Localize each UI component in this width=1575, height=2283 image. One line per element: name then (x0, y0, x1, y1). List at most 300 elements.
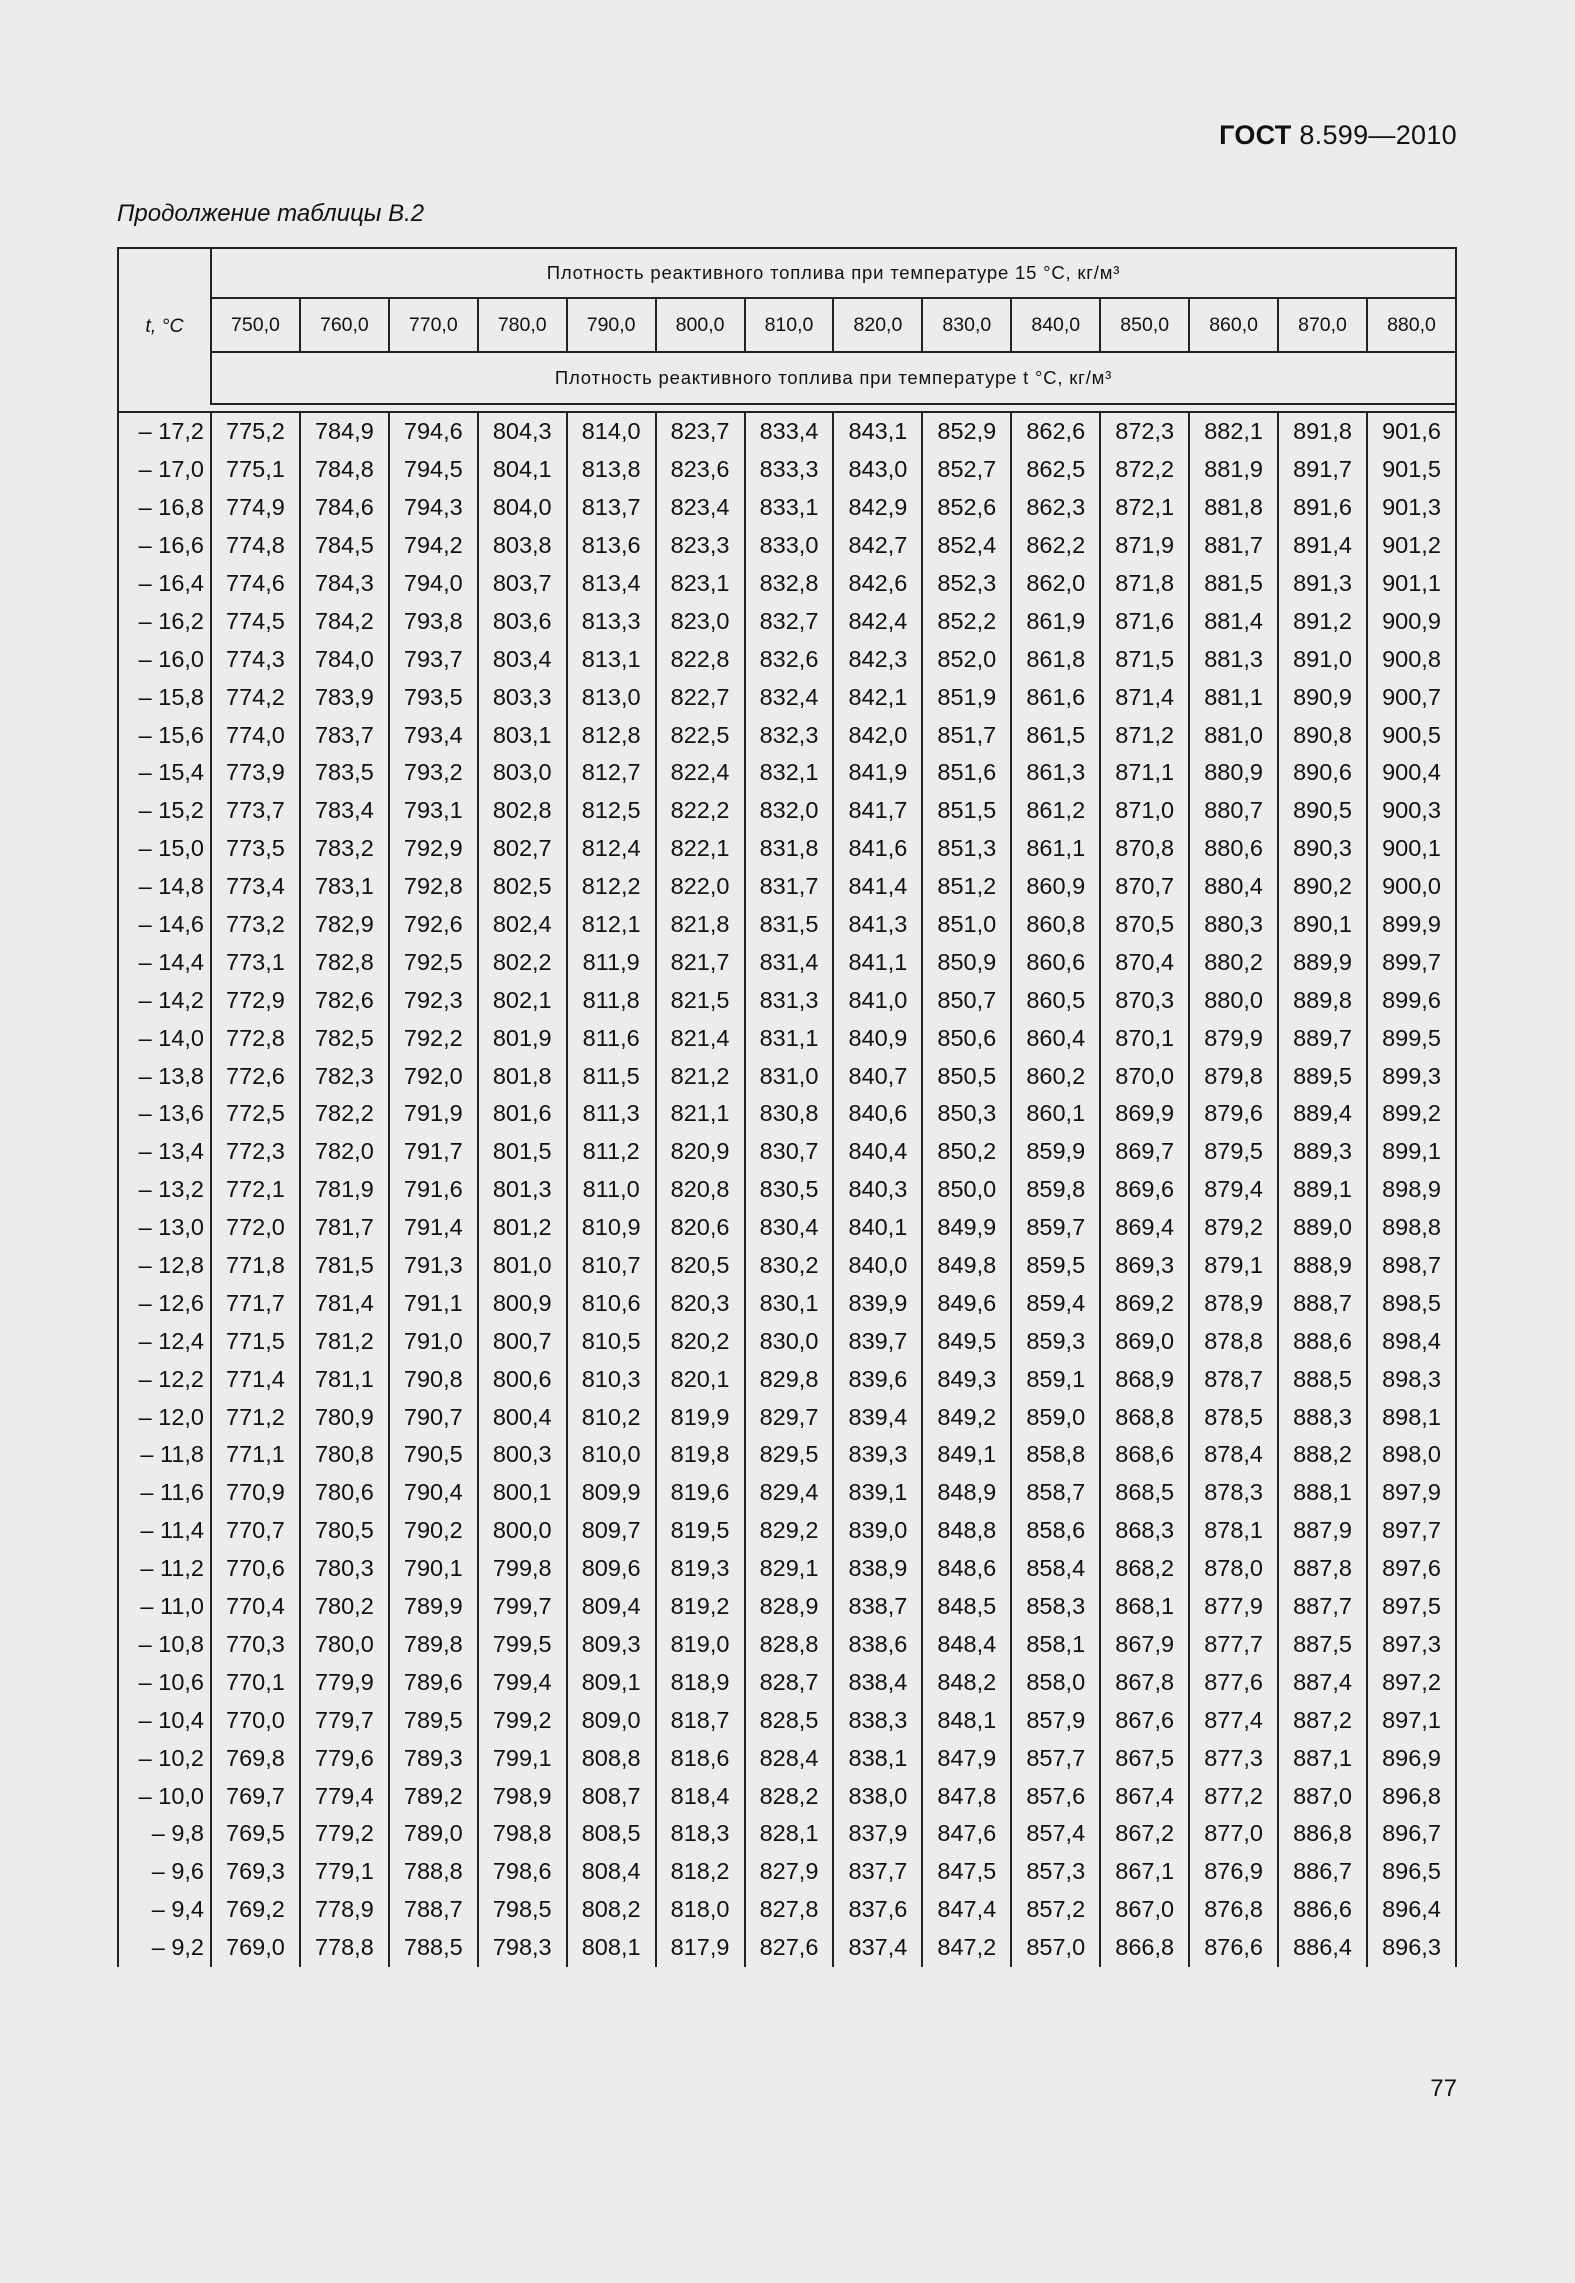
density-cell: 898,0 (1367, 1436, 1456, 1474)
density-cell: 848,1 (922, 1701, 1011, 1739)
density-cell: 782,8 (300, 943, 389, 981)
density-cell: 861,2 (1011, 792, 1100, 830)
density-cell: 819,8 (656, 1436, 745, 1474)
temperature-cell: – 13,6 (118, 1095, 211, 1133)
density-cell: 773,9 (211, 754, 300, 792)
density-cell: 841,1 (833, 943, 922, 981)
density-cell: 872,3 (1100, 412, 1189, 451)
density-cell: 822,5 (656, 716, 745, 754)
density-cell: 790,7 (389, 1398, 478, 1436)
density-cell: 891,3 (1278, 565, 1367, 603)
density-cell: 818,9 (656, 1663, 745, 1701)
density-cell: 858,1 (1011, 1626, 1100, 1664)
density-cell: 878,4 (1189, 1436, 1278, 1474)
density-cell: 880,2 (1189, 943, 1278, 981)
density-cell: 858,7 (1011, 1474, 1100, 1512)
table-row (118, 1171, 1456, 1209)
table-caption: Продолжение таблицы В.2 (117, 200, 425, 227)
density-cell: 827,6 (745, 1929, 834, 1967)
density-cell: 812,2 (567, 868, 656, 906)
density-cell: 800,0 (478, 1512, 567, 1550)
density-cell: 837,9 (833, 1815, 922, 1853)
table-row (118, 1929, 1456, 1967)
density-cell: 901,1 (1367, 565, 1456, 603)
temperature-cell: – 10,0 (118, 1777, 211, 1815)
density-cell: 833,1 (745, 489, 834, 527)
density-cell: 888,3 (1278, 1398, 1367, 1436)
density-cell: 842,0 (833, 716, 922, 754)
density-cell: 858,0 (1011, 1663, 1100, 1701)
density-cell: 820,2 (656, 1322, 745, 1360)
density-cell: 784,8 (300, 451, 389, 489)
temperature-cell: – 13,0 (118, 1209, 211, 1247)
density-cell: 803,1 (478, 716, 567, 754)
density-cell: 784,6 (300, 489, 389, 527)
density-cell: 819,3 (656, 1550, 745, 1588)
density-cell: 878,8 (1189, 1322, 1278, 1360)
density-cell: 889,3 (1278, 1133, 1367, 1171)
density-cell: 890,9 (1278, 678, 1367, 716)
density-cell: 799,7 (478, 1588, 567, 1626)
density-header-cell: 760,0 (300, 298, 389, 352)
density-cell: 870,5 (1100, 906, 1189, 944)
density-cell: 852,3 (922, 565, 1011, 603)
density-cell: 869,3 (1100, 1247, 1189, 1285)
table-row (118, 1474, 1456, 1512)
density-cell: 862,0 (1011, 565, 1100, 603)
density-cell: 827,8 (745, 1891, 834, 1929)
density-cell: 822,0 (656, 868, 745, 906)
density-cell: 803,4 (478, 640, 567, 678)
temperature-cell: – 13,4 (118, 1133, 211, 1171)
density-cell: 811,3 (567, 1095, 656, 1133)
density-cell: 779,4 (300, 1777, 389, 1815)
table-row (118, 1550, 1456, 1588)
density-cell: 896,5 (1367, 1853, 1456, 1891)
density-cell: 869,2 (1100, 1284, 1189, 1322)
density-cell: 837,6 (833, 1891, 922, 1929)
density-cell: 801,6 (478, 1095, 567, 1133)
temperature-cell: – 10,6 (118, 1663, 211, 1701)
density-cell: 838,1 (833, 1739, 922, 1777)
density-cell: 827,9 (745, 1853, 834, 1891)
density-cell: 800,1 (478, 1474, 567, 1512)
density-cell: 779,6 (300, 1739, 389, 1777)
density-cell: 810,3 (567, 1360, 656, 1398)
density-cell: 876,8 (1189, 1891, 1278, 1929)
density-cell: 847,2 (922, 1929, 1011, 1967)
density-cell: 889,7 (1278, 1019, 1367, 1057)
density-cell: 862,3 (1011, 489, 1100, 527)
density-cell: 857,4 (1011, 1815, 1100, 1853)
table-row (118, 792, 1456, 830)
density-cell: 791,9 (389, 1095, 478, 1133)
density-cell: 890,3 (1278, 830, 1367, 868)
density-cell: 810,7 (567, 1247, 656, 1285)
density-cell: 808,8 (567, 1739, 656, 1777)
density-cell: 832,0 (745, 792, 834, 830)
density-cell: 831,3 (745, 981, 834, 1019)
density-cell: 859,3 (1011, 1322, 1100, 1360)
density-cell: 802,8 (478, 792, 567, 830)
density-cell: 798,6 (478, 1853, 567, 1891)
density-cell: 770,3 (211, 1626, 300, 1664)
density-cell: 779,9 (300, 1663, 389, 1701)
density-cell: 820,3 (656, 1284, 745, 1322)
density-cell: 867,1 (1100, 1853, 1189, 1891)
density-cell: 810,2 (567, 1398, 656, 1436)
density-cell: 819,2 (656, 1588, 745, 1626)
density-cell: 857,0 (1011, 1929, 1100, 1967)
density-cell: 897,9 (1367, 1474, 1456, 1512)
density-cell: 773,2 (211, 906, 300, 944)
density-cell: 852,7 (922, 451, 1011, 489)
density-cell: 830,2 (745, 1247, 834, 1285)
density-cell: 851,2 (922, 868, 1011, 906)
temperature-cell: – 14,6 (118, 906, 211, 944)
density-cell: 832,7 (745, 602, 834, 640)
temperature-cell: – 13,2 (118, 1171, 211, 1209)
density-header-cell: 840,0 (1011, 298, 1100, 352)
density-cell: 823,4 (656, 489, 745, 527)
density-cell: 804,0 (478, 489, 567, 527)
density-cell: 818,3 (656, 1815, 745, 1853)
density-cell: 799,4 (478, 1663, 567, 1701)
density-cell: 887,0 (1278, 1777, 1367, 1815)
density-cell: 775,1 (211, 451, 300, 489)
density-cell: 783,4 (300, 792, 389, 830)
density-cell: 792,6 (389, 906, 478, 944)
density-cell: 898,9 (1367, 1171, 1456, 1209)
density-cell: 898,3 (1367, 1360, 1456, 1398)
temperature-cell: – 15,4 (118, 754, 211, 792)
density-cell: 791,7 (389, 1133, 478, 1171)
density-cell: 784,9 (300, 412, 389, 451)
density-cell: 801,9 (478, 1019, 567, 1057)
density-cell: 841,3 (833, 906, 922, 944)
density-cell: 891,2 (1278, 602, 1367, 640)
density-cell: 793,4 (389, 716, 478, 754)
density-header-cell: 810,0 (745, 298, 834, 352)
density-cell: 899,3 (1367, 1057, 1456, 1095)
density-cell: 772,9 (211, 981, 300, 1019)
density-cell: 851,5 (922, 792, 1011, 830)
density-cell: 857,3 (1011, 1853, 1100, 1891)
temperature-cell: – 11,8 (118, 1436, 211, 1474)
density-cell: 887,7 (1278, 1588, 1367, 1626)
table-row (118, 1057, 1456, 1095)
density-cell: 791,0 (389, 1322, 478, 1360)
density-cell: 896,9 (1367, 1739, 1456, 1777)
table-row (118, 906, 1456, 944)
density-cell: 823,0 (656, 602, 745, 640)
density-cell: 793,5 (389, 678, 478, 716)
density-cell: 830,7 (745, 1133, 834, 1171)
density-cell: 794,6 (389, 412, 478, 451)
density-cell: 896,8 (1367, 1777, 1456, 1815)
density-cell: 769,8 (211, 1739, 300, 1777)
density-cell: 802,2 (478, 943, 567, 981)
density-cell: 847,5 (922, 1853, 1011, 1891)
density-cell: 808,2 (567, 1891, 656, 1929)
density-cell: 851,6 (922, 754, 1011, 792)
density-cell: 890,5 (1278, 792, 1367, 830)
temperature-cell: – 16,2 (118, 602, 211, 640)
table-row (118, 489, 1456, 527)
density-cell: 779,1 (300, 1853, 389, 1891)
density-cell: 781,5 (300, 1247, 389, 1285)
top-header: Плотность реактивного топлива при температуре 15 °С, кг/м³ (211, 248, 1456, 298)
density-cell: 877,9 (1189, 1588, 1278, 1626)
density-cell: 822,4 (656, 754, 745, 792)
density-cell: 859,1 (1011, 1360, 1100, 1398)
density-cell: 871,9 (1100, 527, 1189, 565)
density-cell: 829,7 (745, 1398, 834, 1436)
density-cell: 810,6 (567, 1284, 656, 1322)
density-cell: 841,7 (833, 792, 922, 830)
density-cell: 830,0 (745, 1322, 834, 1360)
density-cell: 819,5 (656, 1512, 745, 1550)
density-cell: 841,6 (833, 830, 922, 868)
density-cell: 809,3 (567, 1626, 656, 1664)
table-row (118, 678, 1456, 716)
density-cell: 868,3 (1100, 1512, 1189, 1550)
density-cell: 850,9 (922, 943, 1011, 981)
density-cell: 861,9 (1011, 602, 1100, 640)
density-cell: 800,4 (478, 1398, 567, 1436)
density-cell: 833,0 (745, 527, 834, 565)
density-cell: 870,4 (1100, 943, 1189, 981)
density-cell: 879,1 (1189, 1247, 1278, 1285)
density-cell: 838,9 (833, 1550, 922, 1588)
density-cell: 782,5 (300, 1019, 389, 1057)
density-cell: 852,6 (922, 489, 1011, 527)
density-cell: 791,1 (389, 1284, 478, 1322)
density-cell: 813,6 (567, 527, 656, 565)
density-cell: 897,3 (1367, 1626, 1456, 1664)
density-cell: 772,3 (211, 1133, 300, 1171)
density-cell: 801,8 (478, 1057, 567, 1095)
density-cell: 809,7 (567, 1512, 656, 1550)
sub-header: Плотность реактивного топлива при температуре t °С, кг/м³ (211, 352, 1456, 404)
density-cell: 781,7 (300, 1209, 389, 1247)
density-cell: 901,5 (1367, 451, 1456, 489)
density-cell: 821,8 (656, 906, 745, 944)
density-cell: 857,9 (1011, 1701, 1100, 1739)
temperature-cell: – 14,4 (118, 943, 211, 981)
density-cell: 791,4 (389, 1209, 478, 1247)
temperature-cell: – 12,8 (118, 1247, 211, 1285)
table-row (118, 1436, 1456, 1474)
density-cell: 783,7 (300, 716, 389, 754)
density-cell: 793,1 (389, 792, 478, 830)
density-cell: 780,8 (300, 1436, 389, 1474)
density-cell: 811,0 (567, 1171, 656, 1209)
density-cell: 867,0 (1100, 1891, 1189, 1929)
density-cell: 868,1 (1100, 1588, 1189, 1626)
density-cell: 800,9 (478, 1284, 567, 1322)
density-cell: 879,8 (1189, 1057, 1278, 1095)
density-header-cell: 750,0 (211, 298, 300, 352)
density-cell: 772,0 (211, 1209, 300, 1247)
density-table-container (117, 247, 1457, 1967)
table-row (118, 830, 1456, 868)
density-cell: 897,5 (1367, 1588, 1456, 1626)
density-cell: 789,0 (389, 1815, 478, 1853)
table-row (118, 1284, 1456, 1322)
density-cell: 774,9 (211, 489, 300, 527)
density-cell: 809,9 (567, 1474, 656, 1512)
density-cell: 770,7 (211, 1512, 300, 1550)
density-cell: 879,9 (1189, 1019, 1278, 1057)
table-row (118, 1247, 1456, 1285)
standard-code: ГОСТ (1219, 120, 1292, 150)
density-cell: 814,0 (567, 412, 656, 451)
density-cell: 823,3 (656, 527, 745, 565)
density-cell: 850,2 (922, 1133, 1011, 1171)
density-cell: 879,4 (1189, 1171, 1278, 1209)
density-cell: 890,1 (1278, 906, 1367, 944)
density-cell: 790,2 (389, 1512, 478, 1550)
density-cell: 886,6 (1278, 1891, 1367, 1929)
density-cell: 899,1 (1367, 1133, 1456, 1171)
density-cell: 870,0 (1100, 1057, 1189, 1095)
density-cell: 851,3 (922, 830, 1011, 868)
density-cell: 770,1 (211, 1663, 300, 1701)
temperature-cell: – 13,8 (118, 1057, 211, 1095)
density-cell: 813,3 (567, 602, 656, 640)
density-cell: 812,7 (567, 754, 656, 792)
table-row (118, 1133, 1456, 1171)
density-cell: 859,4 (1011, 1284, 1100, 1322)
density-cell: 859,8 (1011, 1171, 1100, 1209)
density-cell: 774,0 (211, 716, 300, 754)
density-cell: 871,6 (1100, 602, 1189, 640)
temperature-column-header: t, °C (118, 248, 211, 404)
density-cell: 859,0 (1011, 1398, 1100, 1436)
density-cell: 769,2 (211, 1891, 300, 1929)
density-cell: 842,9 (833, 489, 922, 527)
density-cell: 860,9 (1011, 868, 1100, 906)
density-cell: 789,2 (389, 1777, 478, 1815)
density-cell: 838,7 (833, 1588, 922, 1626)
table-row (118, 1209, 1456, 1247)
temperature-cell: – 9,6 (118, 1853, 211, 1891)
density-cell: 878,3 (1189, 1474, 1278, 1512)
density-cell: 831,7 (745, 868, 834, 906)
density-cell: 847,4 (922, 1891, 1011, 1929)
density-cell: 818,6 (656, 1739, 745, 1777)
density-cell: 841,9 (833, 754, 922, 792)
density-cell: 850,3 (922, 1095, 1011, 1133)
density-cell: 772,1 (211, 1171, 300, 1209)
density-cell: 852,4 (922, 527, 1011, 565)
density-cell: 897,7 (1367, 1512, 1456, 1550)
standard-number: 8.599—2010 (1299, 120, 1457, 150)
density-cell: 798,5 (478, 1891, 567, 1929)
density-cell: 886,7 (1278, 1853, 1367, 1891)
density-cell: 842,1 (833, 678, 922, 716)
density-cell: 847,8 (922, 1777, 1011, 1815)
density-cell: 830,4 (745, 1209, 834, 1247)
density-cell: 861,8 (1011, 640, 1100, 678)
density-cell: 880,9 (1189, 754, 1278, 792)
density-header-row (118, 298, 1456, 352)
density-cell: 881,4 (1189, 602, 1278, 640)
temperature-cell: – 15,8 (118, 678, 211, 716)
density-cell: 832,8 (745, 565, 834, 603)
density-cell: 888,5 (1278, 1360, 1367, 1398)
density-cell: 833,3 (745, 451, 834, 489)
density-cell: 896,4 (1367, 1891, 1456, 1929)
density-cell: 819,6 (656, 1474, 745, 1512)
density-cell: 799,5 (478, 1626, 567, 1664)
density-cell: 837,7 (833, 1853, 922, 1891)
density-cell: 880,6 (1189, 830, 1278, 868)
density-cell: 801,2 (478, 1209, 567, 1247)
density-cell: 886,4 (1278, 1929, 1367, 1967)
density-cell: 820,1 (656, 1360, 745, 1398)
density-cell: 849,9 (922, 1209, 1011, 1247)
density-header-cell: 820,0 (833, 298, 922, 352)
density-cell: 881,5 (1189, 565, 1278, 603)
density-cell: 860,4 (1011, 1019, 1100, 1057)
density-cell: 829,4 (745, 1474, 834, 1512)
density-cell: 780,2 (300, 1588, 389, 1626)
density-cell: 818,7 (656, 1701, 745, 1739)
density-cell: 823,1 (656, 565, 745, 603)
density-cell: 773,5 (211, 830, 300, 868)
temperature-cell: – 17,2 (118, 412, 211, 451)
density-cell: 887,2 (1278, 1701, 1367, 1739)
density-cell: 881,0 (1189, 716, 1278, 754)
table-row (118, 412, 1456, 451)
table-row (118, 527, 1456, 565)
temperature-cell: – 14,8 (118, 868, 211, 906)
density-cell: 896,7 (1367, 1815, 1456, 1853)
density-cell: 822,1 (656, 830, 745, 868)
density-cell: 781,1 (300, 1360, 389, 1398)
density-cell: 838,0 (833, 1777, 922, 1815)
density-cell: 821,5 (656, 981, 745, 1019)
density-cell: 773,1 (211, 943, 300, 981)
density-cell: 839,1 (833, 1474, 922, 1512)
density-cell: 784,5 (300, 527, 389, 565)
table-row (118, 1701, 1456, 1739)
table-row (118, 451, 1456, 489)
density-cell: 792,3 (389, 981, 478, 1019)
density-cell: 828,7 (745, 1663, 834, 1701)
density-cell: 868,8 (1100, 1398, 1189, 1436)
density-cell: 849,5 (922, 1322, 1011, 1360)
density-cell: 774,6 (211, 565, 300, 603)
density-header-cell: 830,0 (922, 298, 1011, 352)
density-cell: 831,1 (745, 1019, 834, 1057)
density-cell: 857,2 (1011, 1891, 1100, 1929)
density-cell: 891,7 (1278, 451, 1367, 489)
density-cell: 880,7 (1189, 792, 1278, 830)
table-row (118, 1891, 1456, 1929)
density-cell: 811,2 (567, 1133, 656, 1171)
density-cell: 879,2 (1189, 1209, 1278, 1247)
density-header-cell: 790,0 (567, 298, 656, 352)
density-cell: 890,2 (1278, 868, 1367, 906)
density-cell: 861,1 (1011, 830, 1100, 868)
density-cell: 800,3 (478, 1436, 567, 1474)
table-row (118, 1588, 1456, 1626)
density-cell: 890,6 (1278, 754, 1367, 792)
density-cell: 900,4 (1367, 754, 1456, 792)
